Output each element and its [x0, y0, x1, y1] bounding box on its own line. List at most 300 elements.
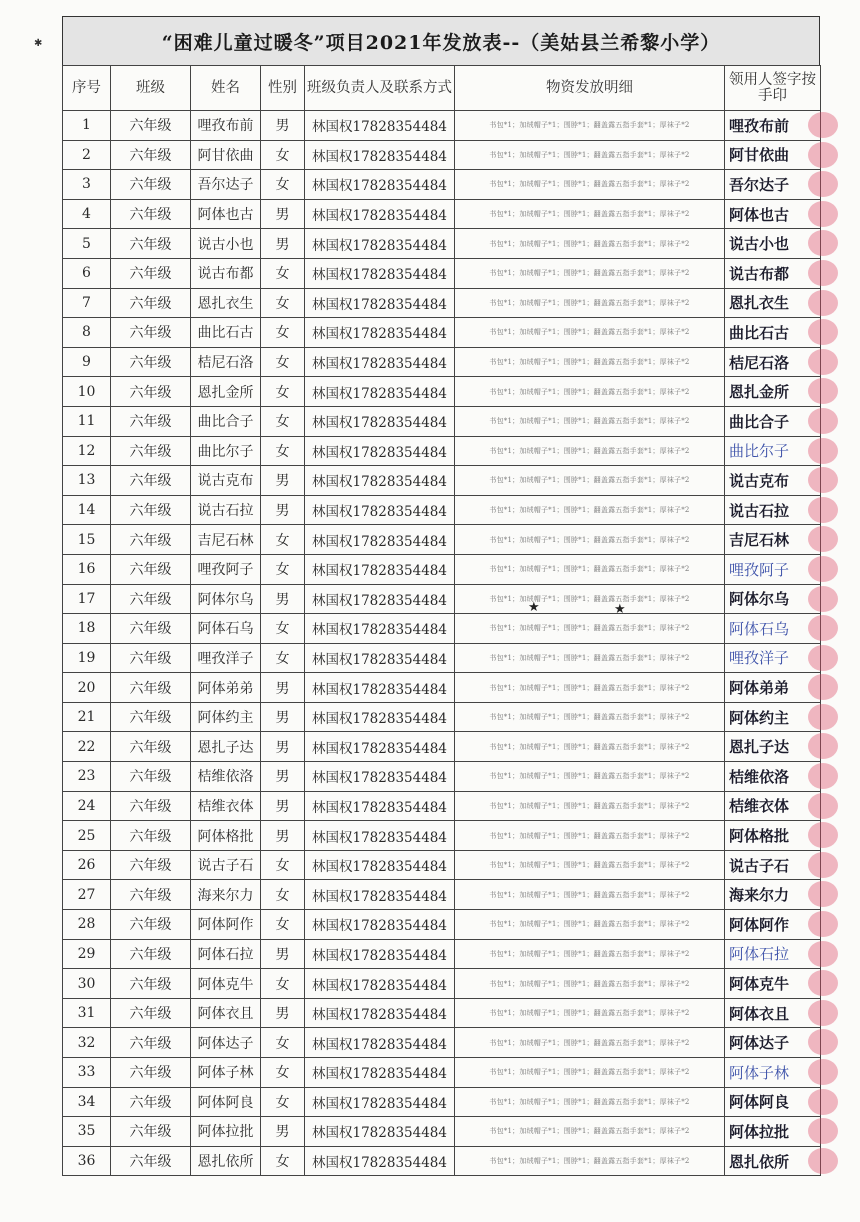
index-cell: 2 — [63, 140, 111, 170]
fingerprint-stamp — [808, 438, 838, 464]
name-cell: 阿体衣且 — [191, 998, 261, 1028]
grade-cell: 六年级 — [111, 702, 191, 732]
name-cell: 恩扎依所 — [191, 1146, 261, 1176]
index-cell: 16 — [63, 554, 111, 584]
distribution-table — [62, 65, 821, 1176]
fingerprint-stamp — [808, 260, 838, 286]
contact-cell: 林国权17828354484 — [305, 880, 455, 910]
index-cell: 8 — [63, 318, 111, 348]
fingerprint-stamp — [808, 852, 838, 878]
handwritten-signature: 吾尔达子 — [729, 175, 790, 194]
index-cell: 17 — [63, 584, 111, 614]
signature-cell — [725, 347, 821, 377]
grade-cell: 六年级 — [111, 791, 191, 821]
gender-cell: 女 — [261, 436, 305, 466]
handwritten-signature: 哩孜洋子 — [729, 649, 790, 668]
grade-cell: 六年级 — [111, 643, 191, 673]
handwritten-signature: 桔维衣体 — [729, 797, 790, 816]
name-cell: 阿体阿良 — [191, 1087, 261, 1117]
signature-cell — [725, 732, 821, 762]
distribution-sheet — [62, 16, 820, 1176]
detail-cell: 书包*1；加绒帽子*1；围脖*1；翻盖露五指手套*1；厚袜子*2 — [455, 850, 725, 880]
gender-cell: 男 — [261, 111, 305, 141]
name-cell: 哩孜布前 — [191, 111, 261, 141]
index-cell: 24 — [63, 791, 111, 821]
index-cell: 10 — [63, 377, 111, 407]
table-row — [63, 140, 821, 170]
name-cell: 阿甘依曲 — [191, 140, 261, 170]
header-gender: 性别 — [261, 66, 305, 111]
grade-cell: 六年级 — [111, 910, 191, 940]
scan-mark: ✱ — [34, 38, 43, 49]
name-cell: 说古子石 — [191, 850, 261, 880]
fingerprint-stamp — [808, 704, 838, 730]
table-row — [63, 377, 821, 407]
index-cell: 21 — [63, 702, 111, 732]
index-cell: 28 — [63, 910, 111, 940]
table-row — [63, 910, 821, 940]
contact-cell: 林国权17828354484 — [305, 1146, 455, 1176]
fingerprint-stamp — [808, 1029, 838, 1055]
contact-cell: 林国权17828354484 — [305, 377, 455, 407]
signature-cell — [725, 140, 821, 170]
gender-cell: 女 — [261, 643, 305, 673]
signature-cell — [725, 762, 821, 792]
detail-cell: 书包*1；加绒帽子*1；围脖*1；翻盖露五指手套*1；厚袜子*2 — [455, 318, 725, 348]
gender-cell: 女 — [261, 554, 305, 584]
sheet-title: “困难儿童过暖冬”项目2021年发放表--（美姑县兰希黎小学） — [62, 16, 820, 65]
signature-cell — [725, 910, 821, 940]
fingerprint-stamp — [808, 230, 838, 256]
table-row — [63, 614, 821, 644]
grade-cell: 六年级 — [111, 880, 191, 910]
table-row — [63, 554, 821, 584]
fingerprint-stamp — [808, 1000, 838, 1026]
header-detail: 物资发放明细 — [455, 66, 725, 111]
name-cell: 桔维依洛 — [191, 762, 261, 792]
detail-cell: 书包*1；加绒帽子*1；围脖*1；翻盖露五指手套*1；厚袜子*2 — [455, 643, 725, 673]
grade-cell: 六年级 — [111, 466, 191, 496]
fingerprint-stamp — [808, 467, 838, 493]
gender-cell: 女 — [261, 1028, 305, 1058]
star-mark: ★ — [528, 600, 540, 615]
signature-cell — [725, 1058, 821, 1088]
name-cell: 吾尔达子 — [191, 170, 261, 200]
table-row — [63, 643, 821, 673]
index-cell: 7 — [63, 288, 111, 318]
handwritten-signature: 海来尔力 — [729, 886, 790, 905]
grade-cell: 六年级 — [111, 998, 191, 1028]
name-cell: 阿体约主 — [191, 702, 261, 732]
table-row — [63, 702, 821, 732]
detail-cell: 书包*1；加绒帽子*1；围脖*1；翻盖露五指手套*1；厚袜子*2 — [455, 436, 725, 466]
table-row — [63, 1058, 821, 1088]
table-row — [63, 584, 821, 614]
index-cell: 1 — [63, 111, 111, 141]
gender-cell: 女 — [261, 170, 305, 200]
detail-cell: 书包*1；加绒帽子*1；围脖*1；翻盖露五指手套*1；厚袜子*2 — [455, 969, 725, 999]
handwritten-signature: 阿体拉批 — [729, 1122, 790, 1141]
index-cell: 31 — [63, 998, 111, 1028]
detail-cell: 书包*1；加绒帽子*1；围脖*1；翻盖露五指手套*1；厚袜子*2 — [455, 1028, 725, 1058]
contact-cell: 林国权17828354484 — [305, 525, 455, 555]
handwritten-signature: 阿甘依曲 — [729, 146, 790, 165]
signature-cell — [725, 258, 821, 288]
detail-cell: 书包*1；加绒帽子*1；围脖*1；翻盖露五指手套*1；厚袜子*2 — [455, 258, 725, 288]
grade-cell: 六年级 — [111, 377, 191, 407]
fingerprint-stamp — [808, 290, 838, 316]
contact-cell: 林国权17828354484 — [305, 1087, 455, 1117]
table-row — [63, 288, 821, 318]
handwritten-signature: 阿体达子 — [729, 1034, 790, 1053]
grade-cell: 六年级 — [111, 969, 191, 999]
signature-cell — [725, 525, 821, 555]
fingerprint-stamp — [808, 1148, 838, 1174]
index-cell: 5 — [63, 229, 111, 259]
fingerprint-stamp — [808, 526, 838, 552]
fingerprint-stamp — [808, 763, 838, 789]
handwritten-signature: 哩孜布前 — [729, 116, 790, 135]
signature-cell — [725, 939, 821, 969]
gender-cell: 女 — [261, 525, 305, 555]
handwritten-signature: 说古布都 — [729, 264, 790, 283]
fingerprint-stamp — [808, 586, 838, 612]
name-cell: 阿体阿作 — [191, 910, 261, 940]
detail-cell: 书包*1；加绒帽子*1；围脖*1；翻盖露五指手套*1；厚袜子*2 — [455, 377, 725, 407]
table-row — [63, 1028, 821, 1058]
contact-cell: 林国权17828354484 — [305, 229, 455, 259]
detail-cell: 书包*1；加绒帽子*1；围脖*1；翻盖露五指手套*1；厚袜子*2 — [455, 584, 725, 614]
contact-cell: 林国权17828354484 — [305, 762, 455, 792]
handwritten-signature: 说古子石 — [729, 856, 790, 875]
name-cell: 阿体克牛 — [191, 969, 261, 999]
grade-cell: 六年级 — [111, 495, 191, 525]
detail-cell: 书包*1；加绒帽子*1；围脖*1；翻盖露五指手套*1；厚袜子*2 — [455, 762, 725, 792]
name-cell: 海来尔力 — [191, 880, 261, 910]
name-cell: 吉尼石林 — [191, 525, 261, 555]
table-row — [63, 762, 821, 792]
detail-cell: 书包*1；加绒帽子*1；围脖*1；翻盖露五指手套*1；厚袜子*2 — [455, 1058, 725, 1088]
grade-cell: 六年级 — [111, 732, 191, 762]
grade-cell: 六年级 — [111, 288, 191, 318]
table-row — [63, 111, 821, 141]
fingerprint-stamp — [808, 822, 838, 848]
grade-cell: 六年级 — [111, 614, 191, 644]
signature-cell — [725, 614, 821, 644]
grade-cell: 六年级 — [111, 584, 191, 614]
table-row — [63, 436, 821, 466]
gender-cell: 女 — [261, 406, 305, 436]
signature-cell — [725, 673, 821, 703]
detail-cell: 书包*1；加绒帽子*1；围脖*1；翻盖露五指手套*1；厚袜子*2 — [455, 821, 725, 851]
table-header-row — [63, 66, 821, 111]
grade-cell: 六年级 — [111, 554, 191, 584]
handwritten-signature: 说古石拉 — [729, 501, 790, 520]
fingerprint-stamp — [808, 142, 838, 168]
contact-cell: 林国权17828354484 — [305, 288, 455, 318]
detail-cell: 书包*1；加绒帽子*1；围脖*1；翻盖露五指手套*1；厚袜子*2 — [455, 791, 725, 821]
index-cell: 30 — [63, 969, 111, 999]
contact-cell: 林国权17828354484 — [305, 850, 455, 880]
fingerprint-stamp — [808, 941, 838, 967]
name-cell: 阿体石拉 — [191, 939, 261, 969]
contact-cell: 林国权17828354484 — [305, 643, 455, 673]
table-row — [63, 673, 821, 703]
gender-cell: 女 — [261, 880, 305, 910]
table-row — [63, 939, 821, 969]
name-cell: 桔尼石洛 — [191, 347, 261, 377]
signature-cell — [725, 318, 821, 348]
table-row — [63, 821, 821, 851]
gender-cell: 女 — [261, 910, 305, 940]
signature-cell — [725, 1087, 821, 1117]
detail-cell: 书包*1；加绒帽子*1；围脖*1；翻盖露五指手套*1；厚袜子*2 — [455, 525, 725, 555]
contact-cell: 林国权17828354484 — [305, 436, 455, 466]
signature-cell — [725, 880, 821, 910]
contact-cell: 林国权17828354484 — [305, 111, 455, 141]
index-cell: 35 — [63, 1117, 111, 1147]
fingerprint-stamp — [808, 319, 838, 345]
signature-cell — [725, 702, 821, 732]
contact-cell: 林国权17828354484 — [305, 732, 455, 762]
index-cell: 34 — [63, 1087, 111, 1117]
handwritten-signature: 说古小也 — [729, 235, 790, 254]
signature-cell — [725, 998, 821, 1028]
detail-cell: 书包*1；加绒帽子*1；围脖*1；翻盖露五指手套*1；厚袜子*2 — [455, 673, 725, 703]
index-cell: 3 — [63, 170, 111, 200]
index-cell: 22 — [63, 732, 111, 762]
fingerprint-stamp — [808, 911, 838, 937]
grade-cell: 六年级 — [111, 939, 191, 969]
index-cell: 15 — [63, 525, 111, 555]
table-row — [63, 258, 821, 288]
gender-cell: 男 — [261, 1117, 305, 1147]
index-cell: 26 — [63, 850, 111, 880]
grade-cell: 六年级 — [111, 229, 191, 259]
grade-cell: 六年级 — [111, 1058, 191, 1088]
star-mark: ★ — [614, 602, 626, 617]
header-grade: 班级 — [111, 66, 191, 111]
handwritten-signature: 阿体阿作 — [729, 915, 790, 934]
handwritten-signature: 曲比石古 — [729, 323, 790, 342]
contact-cell: 林国权17828354484 — [305, 1117, 455, 1147]
gender-cell: 女 — [261, 377, 305, 407]
gender-cell: 女 — [261, 140, 305, 170]
gender-cell: 女 — [261, 318, 305, 348]
fingerprint-stamp — [808, 497, 838, 523]
detail-cell: 书包*1；加绒帽子*1；围脖*1；翻盖露五指手套*1；厚袜子*2 — [455, 495, 725, 525]
signature-cell — [725, 1117, 821, 1147]
grade-cell: 六年级 — [111, 850, 191, 880]
handwritten-signature: 阿体衣且 — [729, 1004, 790, 1023]
contact-cell: 林国权17828354484 — [305, 466, 455, 496]
detail-cell: 书包*1；加绒帽子*1；围脖*1；翻盖露五指手套*1；厚袜子*2 — [455, 199, 725, 229]
name-cell: 恩扎衣生 — [191, 288, 261, 318]
signature-cell — [725, 466, 821, 496]
contact-cell: 林国权17828354484 — [305, 406, 455, 436]
name-cell: 曲比石古 — [191, 318, 261, 348]
name-cell: 阿体尔乌 — [191, 584, 261, 614]
handwritten-signature: 吉尼石林 — [729, 531, 790, 550]
name-cell: 恩扎金所 — [191, 377, 261, 407]
handwritten-signature: 桔维依洛 — [729, 767, 790, 786]
index-cell: 9 — [63, 347, 111, 377]
contact-cell: 林国权17828354484 — [305, 702, 455, 732]
detail-cell: 书包*1；加绒帽子*1；围脖*1；翻盖露五指手套*1；厚袜子*2 — [455, 406, 725, 436]
gender-cell: 男 — [261, 199, 305, 229]
signature-cell — [725, 229, 821, 259]
detail-cell: 书包*1；加绒帽子*1；围脖*1；翻盖露五指手套*1；厚袜子*2 — [455, 702, 725, 732]
gender-cell: 女 — [261, 347, 305, 377]
name-cell: 说古克布 — [191, 466, 261, 496]
gender-cell: 男 — [261, 584, 305, 614]
name-cell: 桔维衣体 — [191, 791, 261, 821]
fingerprint-stamp — [808, 645, 838, 671]
signature-cell — [725, 436, 821, 466]
fingerprint-stamp — [808, 171, 838, 197]
detail-cell: 书包*1；加绒帽子*1；围脖*1；翻盖露五指手套*1；厚袜子*2 — [455, 554, 725, 584]
fingerprint-stamp — [808, 408, 838, 434]
fingerprint-stamp — [808, 1118, 838, 1144]
gender-cell: 男 — [261, 821, 305, 851]
name-cell: 哩孜阿子 — [191, 554, 261, 584]
gender-cell: 男 — [261, 939, 305, 969]
handwritten-signature: 阿体也古 — [729, 205, 790, 224]
fingerprint-stamp — [808, 793, 838, 819]
detail-cell: 书包*1；加绒帽子*1；围脖*1；翻盖露五指手套*1；厚袜子*2 — [455, 614, 725, 644]
detail-cell: 书包*1；加绒帽子*1；围脖*1；翻盖露五指手套*1；厚袜子*2 — [455, 880, 725, 910]
gender-cell: 女 — [261, 288, 305, 318]
gender-cell: 女 — [261, 1058, 305, 1088]
table-row — [63, 1146, 821, 1176]
contact-cell: 林国权17828354484 — [305, 791, 455, 821]
contact-cell: 林国权17828354484 — [305, 673, 455, 703]
contact-cell: 林国权17828354484 — [305, 495, 455, 525]
detail-cell: 书包*1；加绒帽子*1；围脖*1；翻盖露五指手套*1；厚袜子*2 — [455, 1087, 725, 1117]
gender-cell: 女 — [261, 614, 305, 644]
contact-cell: 林国权17828354484 — [305, 199, 455, 229]
fingerprint-stamp — [808, 1089, 838, 1115]
index-cell: 11 — [63, 406, 111, 436]
name-cell: 曲比合子 — [191, 406, 261, 436]
index-cell: 18 — [63, 614, 111, 644]
index-cell: 14 — [63, 495, 111, 525]
header-contact: 班级负责人及联系方式 — [305, 66, 455, 111]
contact-cell: 林国权17828354484 — [305, 910, 455, 940]
handwritten-signature: 阿体弟弟 — [729, 679, 790, 698]
table-row — [63, 1087, 821, 1117]
name-cell: 曲比尔子 — [191, 436, 261, 466]
index-cell: 20 — [63, 673, 111, 703]
gender-cell: 男 — [261, 673, 305, 703]
contact-cell: 林国权17828354484 — [305, 170, 455, 200]
contact-cell: 林国权17828354484 — [305, 969, 455, 999]
signature-cell — [725, 170, 821, 200]
table-row — [63, 969, 821, 999]
grade-cell: 六年级 — [111, 111, 191, 141]
fingerprint-stamp — [808, 201, 838, 227]
index-cell: 27 — [63, 880, 111, 910]
detail-cell: 书包*1；加绒帽子*1；围脖*1；翻盖露五指手套*1；厚袜子*2 — [455, 170, 725, 200]
contact-cell: 林国权17828354484 — [305, 614, 455, 644]
contact-cell: 林国权17828354484 — [305, 1028, 455, 1058]
table-row — [63, 318, 821, 348]
handwritten-signature: 哩孜阿子 — [729, 560, 790, 579]
name-cell: 阿体拉批 — [191, 1117, 261, 1147]
index-cell: 33 — [63, 1058, 111, 1088]
grade-cell: 六年级 — [111, 1146, 191, 1176]
handwritten-signature: 曲比合子 — [729, 412, 790, 431]
name-cell: 恩扎子达 — [191, 732, 261, 762]
index-cell: 13 — [63, 466, 111, 496]
signature-cell — [725, 406, 821, 436]
grade-cell: 六年级 — [111, 1028, 191, 1058]
contact-cell: 林国权17828354484 — [305, 318, 455, 348]
fingerprint-stamp — [808, 1059, 838, 1085]
contact-cell: 林国权17828354484 — [305, 554, 455, 584]
handwritten-signature: 阿体尔乌 — [729, 590, 790, 609]
contact-cell: 林国权17828354484 — [305, 140, 455, 170]
header-index: 序号 — [63, 66, 111, 111]
signature-cell — [725, 554, 821, 584]
detail-cell: 书包*1；加绒帽子*1；围脖*1；翻盖露五指手套*1；厚袜子*2 — [455, 111, 725, 141]
detail-cell: 书包*1；加绒帽子*1；围脖*1；翻盖露五指手套*1；厚袜子*2 — [455, 347, 725, 377]
name-cell: 阿体弟弟 — [191, 673, 261, 703]
gender-cell: 男 — [261, 762, 305, 792]
grade-cell: 六年级 — [111, 170, 191, 200]
fingerprint-stamp — [808, 970, 838, 996]
name-cell: 说古石拉 — [191, 495, 261, 525]
handwritten-signature: 曲比尔子 — [729, 442, 790, 461]
table-row — [63, 998, 821, 1028]
handwritten-signature: 阿体石拉 — [729, 945, 790, 964]
fingerprint-stamp — [808, 615, 838, 641]
table-row — [63, 170, 821, 200]
detail-cell: 书包*1；加绒帽子*1；围脖*1；翻盖露五指手套*1；厚袜子*2 — [455, 910, 725, 940]
grade-cell: 六年级 — [111, 436, 191, 466]
table-row — [63, 791, 821, 821]
table-row — [63, 732, 821, 762]
fingerprint-stamp — [808, 881, 838, 907]
name-cell: 说古小也 — [191, 229, 261, 259]
signature-cell — [725, 969, 821, 999]
detail-cell: 书包*1；加绒帽子*1；围脖*1；翻盖露五指手套*1；厚袜子*2 — [455, 732, 725, 762]
signature-cell — [725, 821, 821, 851]
gender-cell: 女 — [261, 258, 305, 288]
signature-cell — [725, 1028, 821, 1058]
detail-cell: 书包*1；加绒帽子*1；围脖*1；翻盖露五指手套*1；厚袜子*2 — [455, 1117, 725, 1147]
name-cell: 哩孜洋子 — [191, 643, 261, 673]
handwritten-signature: 阿体约主 — [729, 708, 790, 727]
contact-cell: 林国权17828354484 — [305, 1058, 455, 1088]
fingerprint-stamp — [808, 556, 838, 582]
table-row — [63, 406, 821, 436]
name-cell: 阿体也古 — [191, 199, 261, 229]
gender-cell: 男 — [261, 998, 305, 1028]
grade-cell: 六年级 — [111, 1117, 191, 1147]
name-cell: 阿体格批 — [191, 821, 261, 851]
index-cell: 4 — [63, 199, 111, 229]
table-row — [63, 880, 821, 910]
table-row — [63, 495, 821, 525]
signature-cell — [725, 643, 821, 673]
contact-cell: 林国权17828354484 — [305, 821, 455, 851]
signature-cell — [725, 495, 821, 525]
contact-cell: 林国权17828354484 — [305, 998, 455, 1028]
signature-cell — [725, 791, 821, 821]
name-cell: 说古布都 — [191, 258, 261, 288]
index-cell: 12 — [63, 436, 111, 466]
